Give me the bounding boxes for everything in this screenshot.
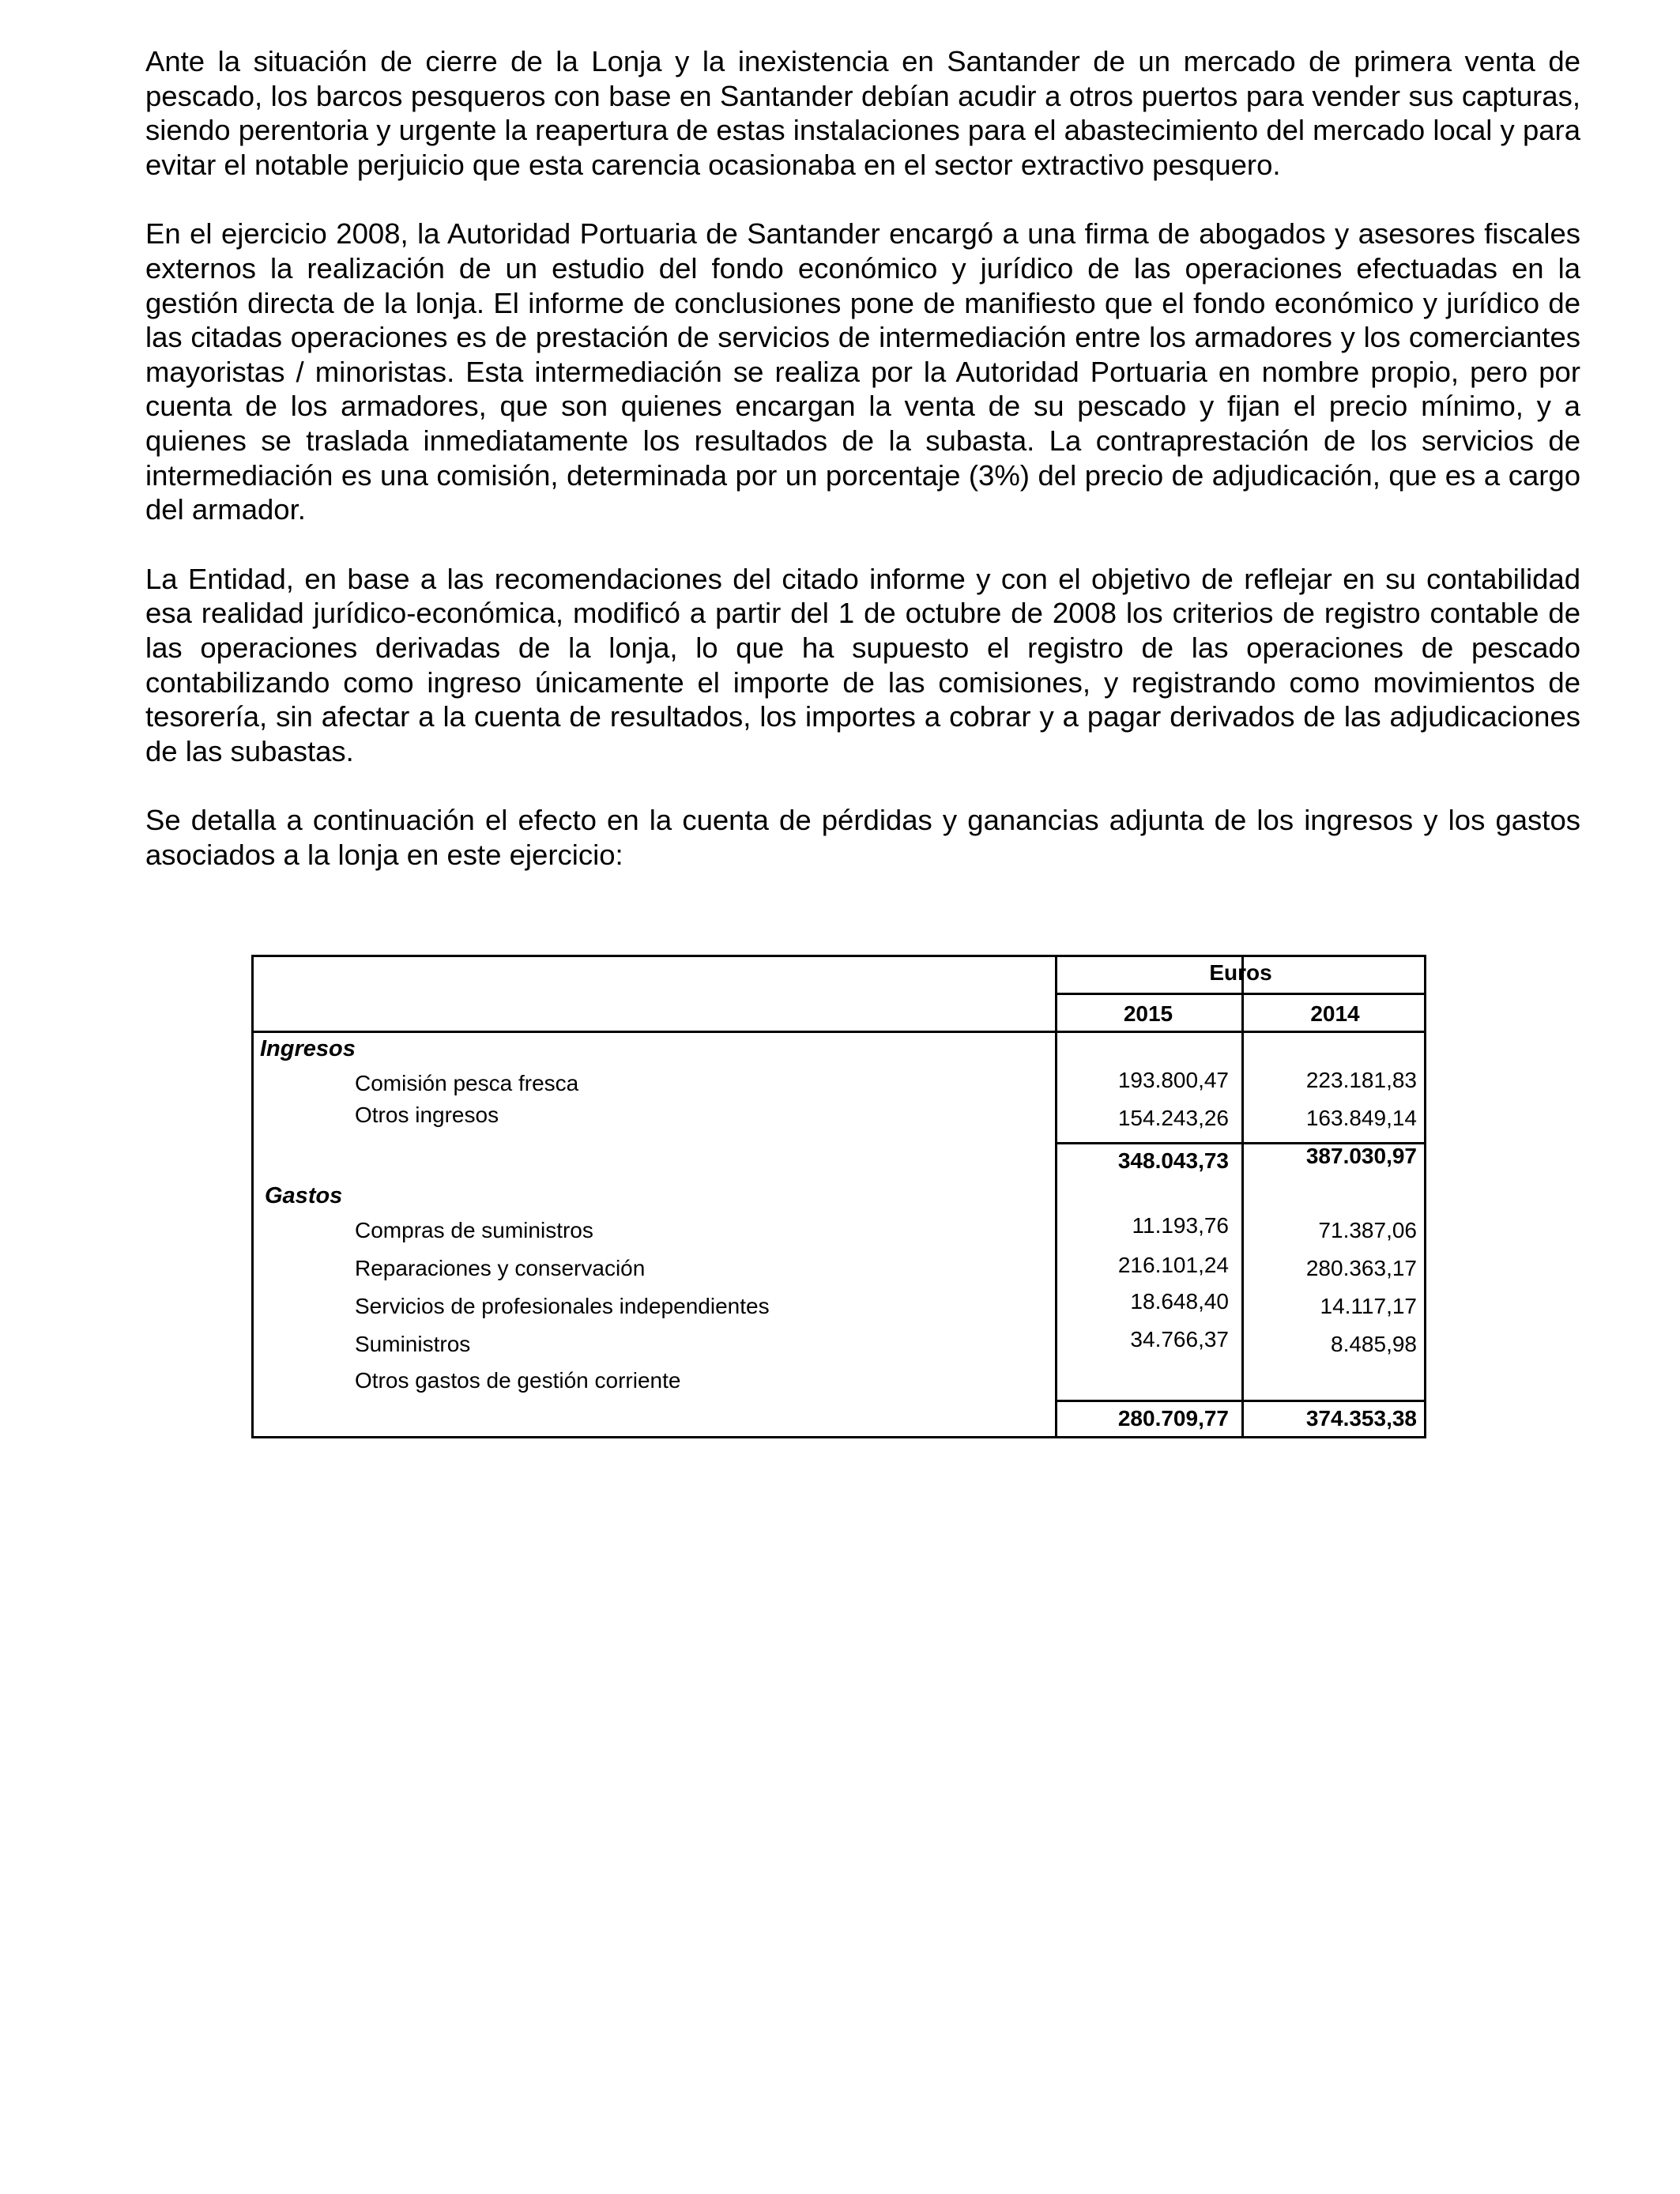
row-value-2015: 11.193,76	[1132, 1213, 1229, 1238]
section-ingresos: Ingresos	[260, 1036, 356, 1061]
document-body	[145, 44, 1580, 907]
row-value-2014: 163.849,14	[1305, 1106, 1417, 1130]
gastos-total-line	[1055, 1400, 1426, 1402]
row-label: Servicios de profesionales independientes	[355, 1294, 770, 1318]
row-value-2014: 223.181,83	[1305, 1068, 1417, 1092]
year-header-2015: 2015	[1123, 1001, 1173, 1026]
row-label: Comisión pesca fresca	[355, 1071, 579, 1095]
year-header-2014: 2014	[1310, 1001, 1360, 1026]
row-value-2014: 8.485,98	[1331, 1332, 1417, 1356]
paragraph-1: Ante la situación de cierre de la Lonja y la inexistencia en Santander de un mercado de primera venta de pescado, los barcos pesqueros con base en Santander debían acudir a otros puertos para vender sus capturas, siendo perentoria y urgente la reapertura de estas instalaciones para el abastecimiento del mercado local y para evitar el notable perjuicio que esta carencia ocasionaba en el sector extractivo pesquero.	[145, 45, 1580, 181]
header-divider-years	[254, 1031, 1426, 1033]
row-label: Suministros	[355, 1332, 471, 1356]
paragraph-3: La Entidad, en base a las recomendaciones del citado informe y con el objetivo de reflejar en su contabilidad esa realidad jurídico-económica, modificó a partir del 1 de octubre de 2008 los criterios de registro contable de las operaciones derivadas de la lonja, lo que ha supuesto el registro de las operaciones de pescado contabilizando como ingreso únicamente el importe de las comisiones, y registrando como movimientos de tesorería, sin afectar a la cuenta de resultados, los importes a cobrar y a pagar derivados de las adjudicaciones de las subastas.	[145, 562, 1580, 767]
paragraph-2: En el ejercicio 2008, la Autoridad Portuaria de Santander encargó a una firma de abogados y asesores fiscales externos la realización de un estudio del fondo económico y jurídico de las operaciones efectuadas en la gestión directa de la lonja. El informe de conclusiones pone de manifiesto que el fondo económico y jurídico de las citadas operaciones es de prestación de servicios de intermediación entre los armadores y los comerciantes mayoristas / minoristas. Esta intermediación se realiza por la Autoridad Portuaria en nombre propio, pero por cuenta de los armadores, que son quienes encargan la venta de su pescado y fijan el precio mínimo, y a quienes se traslada inmediatamente los resultados de la subasta. La contraprestación de los servicios de intermediación es una comisión, determinada por un porcentaje (3%) del precio de adjudicación, que es a cargo del armador.	[145, 217, 1580, 526]
column-divider-2	[1241, 957, 1244, 1436]
ingresos-total-2014: 387.030,97	[1305, 1144, 1417, 1168]
row-label: Otros ingresos	[355, 1103, 499, 1127]
row-value-2015: 34.766,37	[1130, 1327, 1229, 1351]
row-value-2015: 18.648,40	[1130, 1289, 1229, 1314]
row-label: Compras de suministros	[355, 1218, 593, 1242]
row-label: Reparaciones y conservación	[355, 1256, 646, 1280]
row-value-2015: 154.243,26	[1117, 1106, 1229, 1130]
gastos-total-2015: 280.709,77	[1117, 1406, 1229, 1431]
paragraph-4: Se detalla a continuación el efecto en la cuenta de pérdidas y ganancias adjunta de los ingresos y los gastos asociados a la lonja en este ejercicio:	[145, 804, 1580, 871]
row-value-2015: 216.101,24	[1117, 1253, 1229, 1277]
currency-header: Euros	[1209, 960, 1272, 985]
row-value-2014: 280.363,17	[1305, 1256, 1417, 1280]
row-value-2014: 14.117,17	[1320, 1294, 1417, 1318]
section-gastos: Gastos	[265, 1183, 343, 1208]
row-value-2015: 193.800,47	[1117, 1068, 1229, 1092]
row-value-2014: 71.387,06	[1318, 1218, 1417, 1242]
gastos-total-2014: 374.353,38	[1305, 1406, 1417, 1431]
ingresos-total-2015: 348.043,73	[1117, 1148, 1229, 1173]
column-divider-1	[1055, 957, 1057, 1436]
header-divider-euros	[1055, 993, 1426, 995]
lonja-results-table	[251, 955, 1426, 1438]
row-label: Otros gastos de gestión corriente	[355, 1368, 681, 1393]
